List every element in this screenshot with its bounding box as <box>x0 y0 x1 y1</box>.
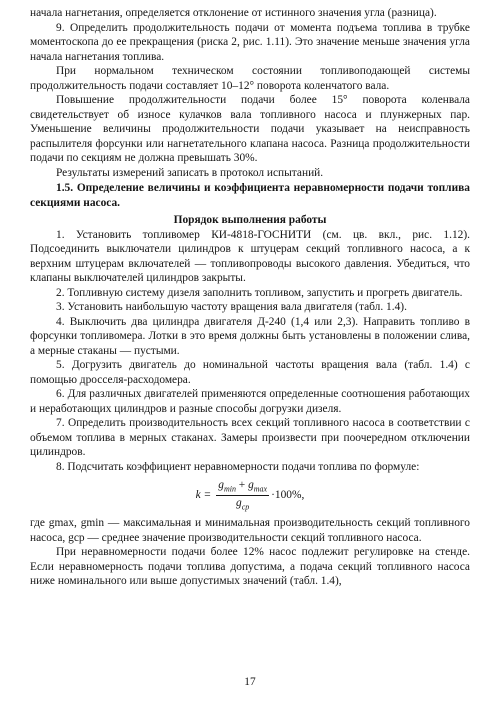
procedure-step-7: 7. Определить производительность всех секций топливного насоса в соответствии с объемом топлива в мерных стаканах. Замеры произвести при поочередном отключении цилиндров. <box>30 417 470 458</box>
formula-numerator: $g_{min} + g_{max}$ <box>218 479 268 494</box>
page-number: 17 <box>244 676 256 688</box>
nonuniformity-formula <box>30 476 470 514</box>
procedure-step-8: 8. Подсчитать коэффициент неравномерности подачи топлива по формуле: <box>56 460 420 473</box>
page-content <box>30 6 470 589</box>
paragraph-regulation: При неравномерности подачи более 12% насос подлежит регулировке на стенде. Если неравномерность подачи топлива допустима, а подача секций топливного насоса ниже номинального или выше допустимых значений (табл. 1.4), <box>30 546 470 587</box>
formula-denominator: $g_{ср}$ <box>236 496 250 511</box>
procedure-step-1: 1. Установить топливомер КИ-4818-ГОСНИТИ (см. цв. вкл., рис. 1.12). Подсоединить выключатели цилиндров к штуцерам секций топливного насоса, а к верхним штуцерам включателей — топливопроводы высокого давления. Убедиться, что клапаны выключателей цилиндров закрыты. <box>30 228 470 284</box>
procedure-step-3: 3. Установить наибольшую частоту вращения вала двигателя (табл. 1.4). <box>56 301 407 313</box>
procedure-step-4: 4. Выключить два цилиндра двигателя Д-240 (1,4 или 2,3). Направить топливо в форсунки топливомера. Лотки в это время должны быть установлены в положении слива, а мерные стаканы — пустыми. <box>30 315 470 357</box>
procedure-step-2: 2. Топливную систему дизеля заполнить топливом, запустить и прогреть двигатель. <box>56 286 463 299</box>
paragraph-continuation: начала нагнетания, определяется отклонение от истинного значения угла (разница). <box>30 7 437 19</box>
procedure-subheading: Порядок выполнения работы <box>173 214 327 226</box>
procedure-step-5: 5. Догрузить двигатель до номинальной частоты вращения вала (табл. 1.4) с помощью дросселя-расходомера. <box>30 359 470 386</box>
formula-lhs: k = <box>195 489 212 501</box>
paragraph-formula-legend: где gmax, gmin — максимальная и минимальная производительность секций топливного насоса, gср — среднее значение производительности секций топливного насоса. <box>30 517 470 544</box>
paragraph-record-results: Результаты измерений записать в протокол испытаний. <box>56 166 324 179</box>
procedure-step-6: 6. Для различных двигателей применяются определенные соотношения работающих и неработающих цилиндров и разные способы догрузки дизеля. <box>30 388 470 415</box>
paragraph-step-9: 9. Определить продолжительность подачи от момента подъема топлива в трубке моментоскопа до ее прекращения (риска 2, рис. 1.11). Это значение меньше значения угла начала нагнетания топлива. <box>30 21 470 63</box>
paragraph-increase-duration: Повышение продолжительности подачи более 15° поворота коленвала свидетельствует об износе кулачков вала топливного насоса и плунжерных пар. Уменьшение величины продолжительности подачи указывает на неисправность распылителя форсунки или нагнетательного клапана насоса. Разница продолжительности подачи по секциям не должна превышать 30%. <box>30 94 470 164</box>
section-heading: 1.5. Определение величины и коэффициента неравномерности подачи топлива секциями насоса. <box>30 182 470 209</box>
formula-fraction <box>216 479 269 511</box>
paragraph-normal-duration: При нормальном техническом состоянии топливоподающей системы продолжительность подачи составляет 10–12° поворота коленчатого вала. <box>30 65 470 92</box>
formula-tail: ·100%, <box>271 489 305 501</box>
